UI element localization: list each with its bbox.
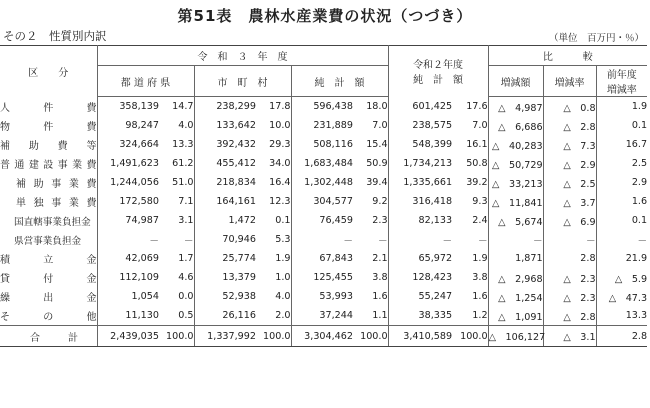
prev-year-amount-cell: 238,575 bbox=[388, 116, 452, 135]
table-row bbox=[0, 192, 647, 211]
prefecture-share-cell: 61.2 bbox=[172, 158, 194, 169]
prev-year-amount-cell: － bbox=[388, 230, 452, 249]
header-prev-rate: 前年度 増減率 bbox=[596, 66, 647, 97]
change-rate-cell: △ 2.3 bbox=[543, 268, 596, 287]
row-label: 補助事業費 bbox=[16, 179, 97, 190]
table-row bbox=[0, 230, 647, 249]
prev-change-rate-cell: 0.1 bbox=[596, 116, 647, 135]
municipality-amount-cell: 1,472 bbox=[194, 211, 256, 230]
prefecture-share-cell: 7.1 bbox=[178, 196, 194, 207]
prefecture-share-cell: 0.5 bbox=[178, 310, 194, 321]
prev-change-rate-cell: 2.5 bbox=[596, 154, 647, 173]
municipality-share-cell: 0.1 bbox=[275, 215, 291, 226]
unit-note: （単位 百万円・％） bbox=[548, 33, 644, 44]
table-subtitle: その２ 性質別内訳 bbox=[3, 29, 107, 43]
change-rate-cell: 2.8 bbox=[543, 249, 596, 268]
prefecture-share-cell: 51.0 bbox=[172, 177, 194, 188]
prev-year-share-cell: 2.4 bbox=[472, 215, 488, 226]
prefecture-amount-cell: － bbox=[97, 230, 159, 249]
prefecture-amount-cell: 11,130 bbox=[97, 306, 159, 326]
row-label: その他 bbox=[0, 312, 97, 323]
prev-year-amount-cell: 128,423 bbox=[388, 268, 452, 287]
change-amount-cell: △ 33,213 bbox=[488, 173, 543, 192]
net-total-share-cell: 15.4 bbox=[366, 139, 388, 150]
table-row bbox=[0, 154, 647, 173]
change-amount-cell: △ 11,841 bbox=[488, 192, 543, 211]
row-label: 繰出金 bbox=[0, 293, 97, 304]
row-label: 合計 bbox=[0, 326, 97, 347]
prefecture-amount-cell: 2,439,035 bbox=[97, 326, 159, 347]
row-label: 補助費等 bbox=[0, 141, 97, 152]
net-total-amount-cell: － bbox=[291, 230, 353, 249]
prev-year-amount-cell: 601,425 bbox=[388, 97, 452, 117]
prev-year-amount-cell: 1,734,213 bbox=[388, 154, 452, 173]
net-total-share-cell: 18.0 bbox=[366, 101, 388, 112]
municipality-amount-cell: 1,337,992 bbox=[194, 326, 256, 347]
table-row bbox=[0, 287, 647, 306]
prev-change-rate-cell: 13.3 bbox=[596, 306, 647, 326]
prev-change-rate-cell: 0.1 bbox=[596, 211, 647, 230]
prev-change-rate-cell: 1.6 bbox=[596, 192, 647, 211]
net-total-share-cell: 100.0 bbox=[353, 326, 388, 347]
municipality-amount-cell: 26,116 bbox=[194, 306, 256, 326]
net-total-amount-cell: 76,459 bbox=[291, 211, 353, 230]
municipality-share-cell: 1.9 bbox=[275, 253, 291, 264]
prev-year-amount-cell: 316,418 bbox=[388, 192, 452, 211]
change-amount-cell: △ 106,127 bbox=[488, 326, 543, 347]
municipality-amount-cell: 392,432 bbox=[194, 135, 256, 154]
prefecture-share-cell: 4.0 bbox=[178, 120, 194, 131]
table-row bbox=[0, 306, 647, 326]
municipality-amount-cell: 133,642 bbox=[194, 116, 256, 135]
prev-year-share-cell: － bbox=[477, 235, 488, 247]
prefecture-share-cell: 4.6 bbox=[178, 272, 194, 283]
municipality-share-cell: 16.4 bbox=[269, 177, 291, 188]
header-net-total: 純 計 額 bbox=[291, 66, 388, 97]
municipality-amount-cell: 164,161 bbox=[194, 192, 256, 211]
prefecture-share-cell: 100.0 bbox=[159, 326, 194, 347]
header-compare: 比 較 bbox=[488, 46, 647, 66]
change-amount-cell: △ 4,987 bbox=[488, 97, 543, 117]
prev-change-rate-cell: △ 47.3 bbox=[596, 287, 647, 306]
header-municipality: 市 町 村 bbox=[194, 66, 291, 97]
header-prefecture: 都 道 府 県 bbox=[97, 66, 194, 97]
municipality-share-cell: 12.3 bbox=[269, 196, 291, 207]
net-total-share-cell: 39.4 bbox=[366, 177, 388, 188]
prev-year-share-cell: 16.1 bbox=[466, 139, 488, 150]
municipality-share-cell: 100.0 bbox=[256, 326, 291, 347]
table-row bbox=[0, 97, 647, 117]
table-row bbox=[0, 116, 647, 135]
prefecture-amount-cell: 172,580 bbox=[97, 192, 159, 211]
row-label: 物件費 bbox=[0, 122, 97, 133]
prev-year-share-cell: 9.3 bbox=[472, 196, 488, 207]
municipality-share-cell: 10.0 bbox=[269, 120, 291, 131]
net-total-amount-cell: 53,993 bbox=[291, 287, 353, 306]
prev-change-rate-cell: △ 5.9 bbox=[596, 268, 647, 287]
net-total-share-cell: 9.2 bbox=[372, 196, 388, 207]
net-total-share-cell: 1.1 bbox=[372, 310, 388, 321]
change-amount-cell: △ 50,729 bbox=[488, 154, 543, 173]
prefecture-amount-cell: 112,109 bbox=[97, 268, 159, 287]
table-row bbox=[0, 135, 647, 154]
table-row bbox=[0, 211, 647, 230]
data-table bbox=[0, 45, 647, 347]
prev-year-amount-cell: 548,399 bbox=[388, 135, 452, 154]
change-rate-cell: － bbox=[543, 230, 596, 249]
prev-change-rate-cell: 2.9 bbox=[596, 173, 647, 192]
header-category: 区 分 bbox=[28, 67, 69, 79]
row-label: 県営事業負担金 bbox=[14, 235, 82, 247]
header-change-rate: 増減率 bbox=[543, 66, 596, 97]
change-amount-cell: △ 1,254 bbox=[488, 287, 543, 306]
net-total-share-cell: 50.9 bbox=[366, 158, 388, 169]
table-row bbox=[0, 173, 647, 192]
row-label: 国直轄事業負担金 bbox=[14, 216, 91, 228]
table-row bbox=[0, 249, 647, 268]
prefecture-share-cell: 1.7 bbox=[178, 253, 194, 264]
prefecture-share-cell: 0.0 bbox=[178, 291, 194, 302]
net-total-amount-cell: 304,577 bbox=[291, 192, 353, 211]
header-year2: 令和２年度 純 計 額 bbox=[388, 46, 488, 97]
change-amount-cell: △ 1,091 bbox=[488, 306, 543, 326]
prefecture-amount-cell: 1,054 bbox=[97, 287, 159, 306]
net-total-share-cell: 3.8 bbox=[372, 272, 388, 283]
prev-year-share-cell: 7.0 bbox=[472, 120, 488, 131]
table-row bbox=[0, 326, 647, 347]
change-amount-cell: 1,871 bbox=[488, 249, 543, 268]
change-amount-cell: △ 6,686 bbox=[488, 116, 543, 135]
table-title: 第51表 農林水産業費の状況（つづき） bbox=[177, 7, 473, 25]
change-rate-cell: △ 0.8 bbox=[543, 97, 596, 117]
net-total-amount-cell: 231,889 bbox=[291, 116, 353, 135]
prev-year-amount-cell: 55,247 bbox=[388, 287, 452, 306]
prefecture-share-cell: 3.1 bbox=[178, 215, 194, 226]
row-label: 積立金 bbox=[0, 255, 97, 266]
row-label: 単独事業費 bbox=[16, 198, 97, 209]
prefecture-share-cell: 13.3 bbox=[172, 139, 194, 150]
net-total-amount-cell: 508,116 bbox=[291, 135, 353, 154]
prev-change-rate-cell: 21.9 bbox=[596, 249, 647, 268]
header-year3: 令 和 ３ 年 度 bbox=[97, 46, 388, 66]
prev-year-share-cell: 17.6 bbox=[466, 100, 488, 112]
prefecture-share-cell: － bbox=[183, 235, 194, 247]
prev-change-rate-cell: 1.9 bbox=[596, 97, 647, 117]
net-total-share-cell: 2.1 bbox=[372, 253, 388, 264]
prefecture-amount-cell: 98,247 bbox=[97, 116, 159, 135]
change-rate-cell: △ 2.9 bbox=[543, 154, 596, 173]
prev-year-amount-cell: 65,972 bbox=[388, 249, 452, 268]
row-label: 普通建設事業費 bbox=[0, 160, 97, 171]
prev-year-share-cell: 1.6 bbox=[472, 291, 488, 302]
municipality-share-cell: 34.0 bbox=[269, 158, 291, 169]
net-total-share-cell: 2.3 bbox=[372, 215, 388, 226]
prefecture-amount-cell: 42,069 bbox=[97, 249, 159, 268]
net-total-share-cell: － bbox=[377, 235, 388, 247]
change-amount-cell: － bbox=[488, 230, 543, 249]
municipality-share-cell: 5.3 bbox=[275, 234, 291, 245]
prefecture-amount-cell: 74,987 bbox=[97, 211, 159, 230]
change-amount-cell: △ 40,283 bbox=[488, 135, 543, 154]
municipality-amount-cell: 52,938 bbox=[194, 287, 256, 306]
change-rate-cell: △ 2.8 bbox=[543, 116, 596, 135]
net-total-amount-cell: 1,683,484 bbox=[291, 154, 353, 173]
change-rate-cell: △ 3.1 bbox=[543, 326, 596, 347]
change-amount-cell: △ 2,968 bbox=[488, 268, 543, 287]
net-total-amount-cell: 596,438 bbox=[291, 97, 353, 117]
row-label: 人件費 bbox=[0, 102, 97, 114]
prefecture-amount-cell: 324,664 bbox=[97, 135, 159, 154]
prev-year-amount-cell: 1,335,661 bbox=[388, 173, 452, 192]
municipality-amount-cell: 238,299 bbox=[194, 97, 256, 117]
row-label: 貸付金 bbox=[0, 274, 97, 285]
prev-change-rate-cell: － bbox=[596, 230, 647, 249]
prev-change-rate-cell: 2.8 bbox=[596, 326, 647, 347]
prev-year-share-cell: 1.9 bbox=[472, 253, 488, 264]
change-rate-cell: △ 3.7 bbox=[543, 192, 596, 211]
change-rate-cell: △ 2.3 bbox=[543, 287, 596, 306]
net-total-amount-cell: 1,302,448 bbox=[291, 173, 353, 192]
municipality-amount-cell: 13,379 bbox=[194, 268, 256, 287]
municipality-share-cell: 4.0 bbox=[275, 291, 291, 302]
municipality-amount-cell: 218,834 bbox=[194, 173, 256, 192]
prefecture-amount-cell: 1,491,623 bbox=[97, 154, 159, 173]
prefecture-amount-cell: 358,139 bbox=[97, 97, 159, 117]
net-total-share-cell: 1.6 bbox=[372, 291, 388, 302]
prefecture-share-cell: 14.7 bbox=[172, 101, 194, 112]
change-rate-cell: △ 2.5 bbox=[543, 173, 596, 192]
change-rate-cell: △ 7.3 bbox=[543, 135, 596, 154]
municipality-share-cell: 2.0 bbox=[275, 310, 291, 321]
net-total-share-cell: 7.0 bbox=[372, 120, 388, 131]
prev-change-rate-cell: 16.7 bbox=[596, 135, 647, 154]
table-row bbox=[0, 268, 647, 287]
change-rate-cell: △ 6.9 bbox=[543, 211, 596, 230]
change-rate-cell: △ 2.8 bbox=[543, 306, 596, 326]
header-change-amount: 増減額 bbox=[488, 66, 543, 97]
prev-year-share-cell: 3.8 bbox=[472, 272, 488, 283]
prev-year-amount-cell: 82,133 bbox=[388, 211, 452, 230]
municipality-amount-cell: 25,774 bbox=[194, 249, 256, 268]
net-total-amount-cell: 3,304,462 bbox=[291, 326, 353, 347]
municipality-amount-cell: 70,946 bbox=[194, 230, 256, 249]
prev-year-amount-cell: 38,335 bbox=[388, 306, 452, 326]
net-total-amount-cell: 125,455 bbox=[291, 268, 353, 287]
municipality-share-cell: 17.8 bbox=[269, 101, 291, 112]
prev-year-share-cell: 50.8 bbox=[466, 158, 488, 169]
change-amount-cell: △ 5,674 bbox=[488, 211, 543, 230]
prefecture-amount-cell: 1,244,056 bbox=[97, 173, 159, 192]
net-total-amount-cell: 67,843 bbox=[291, 249, 353, 268]
municipality-share-cell: 1.0 bbox=[275, 272, 291, 283]
prev-year-share-cell: 1.2 bbox=[472, 310, 488, 321]
prev-year-share-cell: 100.0 bbox=[452, 326, 488, 347]
municipality-amount-cell: 455,412 bbox=[194, 154, 256, 173]
net-total-amount-cell: 37,244 bbox=[291, 306, 353, 326]
prev-year-share-cell: 39.2 bbox=[466, 177, 488, 188]
municipality-share-cell: 29.3 bbox=[269, 139, 291, 150]
prev-year-amount-cell: 3,410,589 bbox=[388, 326, 452, 347]
